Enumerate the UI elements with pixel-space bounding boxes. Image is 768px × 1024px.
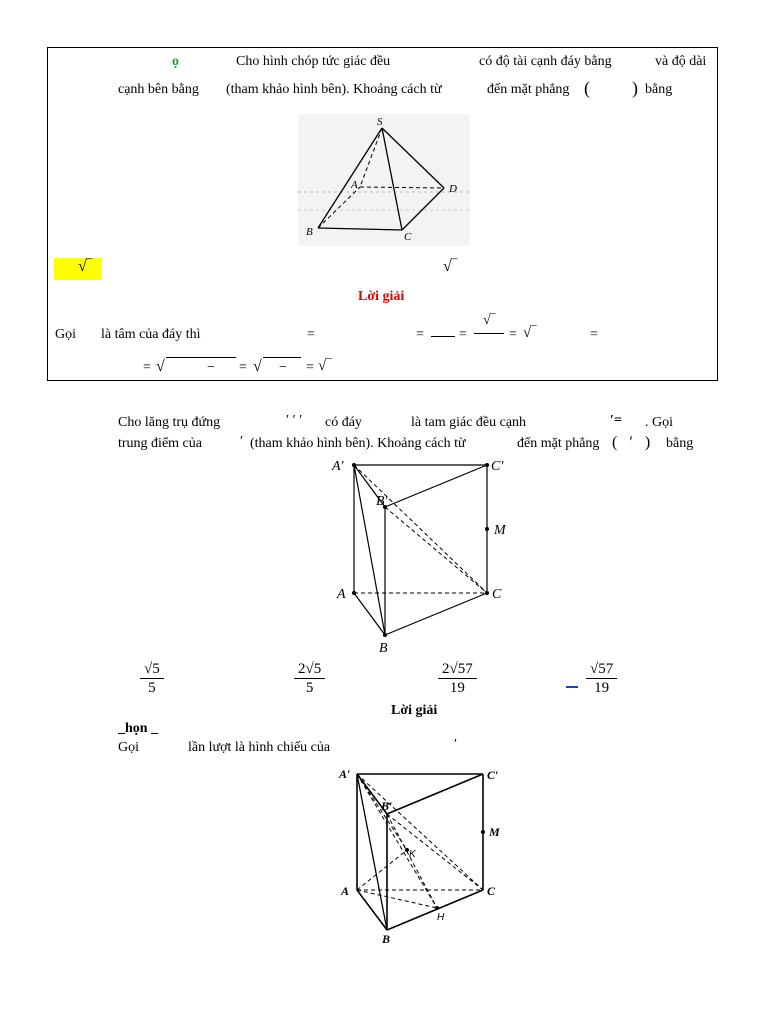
q2-choice-a-den: 5 (148, 680, 156, 696)
q1-sol2-vinculum2 (263, 357, 301, 358)
prism2-label-c1: C′ (487, 768, 499, 782)
q1-sol-sqrt-num: √‾ (483, 313, 496, 328)
q2-choice-b-den: 5 (305, 680, 314, 696)
pyr-label-s: S (377, 116, 383, 128)
prism-solution-figure (335, 762, 510, 952)
q2-text-line1e: . Gọi (645, 415, 673, 430)
q1-sol-fraction-bar-2 (474, 333, 504, 334)
q1-sol2-sqrt1: √ (156, 358, 165, 375)
prism2-label-b1: B′ (381, 799, 393, 813)
q1-sol2-minus1: − (207, 360, 215, 375)
prism-label-c: C (492, 587, 502, 602)
q1-sol2-eq2: = (239, 360, 247, 375)
q1-sol-eq3: = (459, 327, 467, 342)
q1-sol2-eq3: = (306, 360, 314, 375)
q1-text-line2c: đến mặt phẳng (487, 82, 570, 97)
q1-sol-eq5: = (590, 327, 598, 342)
q2-choice-d[interactable] (586, 660, 617, 697)
q2-choice-b-num: 2√5 (294, 660, 325, 679)
q2-sol-line1b: lần lượt là hình chiếu của (188, 740, 331, 755)
prism-label-a: A (337, 587, 346, 602)
prism-label-a1: A′ (332, 459, 344, 474)
q1-sol2-sqrt3: √‾ (318, 358, 332, 374)
q1-text-line2b: (tham khảo hình bên). Khoảng cách từ (226, 82, 442, 97)
q1-sol-eq1: = (307, 327, 315, 342)
q2-text-line1d: ′= (610, 413, 622, 428)
pyr-label-d: D (449, 183, 457, 195)
q2-choice-c-num: 2√57 (438, 660, 477, 679)
q1-sol-line1b: là tâm của đáy thì (101, 327, 201, 342)
prism2-label-k: K (409, 849, 416, 860)
q2-text-line1c: là tam giác đều cạnh (411, 415, 527, 430)
q1-marker: ọ (172, 54, 179, 69)
q2-sol-line1a: Gọi (118, 740, 139, 755)
q1-sol-fraction-bar-1 (431, 336, 455, 337)
q2-text-line2c: đến mặt phẳng (517, 436, 600, 451)
q1-paren-close: ) (632, 78, 638, 98)
q2-solution-title: Lời giải (391, 703, 438, 718)
q1-sol2-sqrt2: √ (253, 358, 262, 375)
q2-text-line1a: Cho lăng trụ đứng (118, 415, 221, 430)
q1-answer-a: √‾ (54, 258, 102, 280)
q2-chon: _họn _ (118, 721, 159, 736)
q1-sol-eq4: = (509, 327, 517, 342)
q2-choice-a[interactable] (140, 660, 164, 697)
prism2-label-m: M (489, 825, 500, 839)
q1-sol2-minus2: − (279, 360, 287, 375)
q1-sol-sqrt-res: √‾ (523, 325, 537, 341)
q2-choice-c-den: 19 (449, 680, 465, 696)
prism-label-m: M (494, 523, 506, 538)
q1-text-line2a: cạnh bên bằng (118, 82, 199, 97)
q1-solution-title: Lời giải (358, 289, 405, 304)
q2-sol-prime: ′ (454, 737, 458, 752)
q2-text-primes: ′ ′ ′ (286, 413, 303, 428)
q2-text-line1b: có đáy (325, 415, 362, 430)
q1-text-line1b: có độ tài cạnh đáy bằng (479, 54, 612, 69)
q2-choice-a-num: √5 (140, 660, 164, 679)
q1-text-line1a: Cho hình chóp tức giác đều (236, 54, 391, 69)
q2-choice-d-num: √57 (586, 660, 617, 679)
pyr-label-c: C (404, 231, 412, 243)
q2-text-line2a: trung điểm của (118, 436, 202, 451)
q1-answer-b: √‾ (443, 258, 458, 275)
q2-choice-c[interactable] (438, 660, 477, 697)
q1-sol2-eq1: = (143, 360, 151, 375)
prism-figure (330, 455, 515, 655)
q1-sol-eq2: = (416, 327, 424, 342)
prism2-label-a: A (341, 884, 350, 898)
q1-text-line1c: và độ dài (655, 54, 707, 69)
prism-label-b: B (379, 641, 388, 655)
prism2-label-a1: A′ (339, 767, 351, 781)
q2-text-line2b: (tham khảo hình bên). Khoảng cách từ (250, 436, 466, 451)
q2-text-line2d: bằng (666, 436, 694, 451)
prism2-label-c: C (487, 884, 496, 898)
pyramid-figure (298, 114, 470, 246)
prism-label-c1: C′ (491, 459, 504, 474)
q2-text-line2paren: ( ′ ) (612, 434, 651, 451)
q1-text-line2d: bằng (645, 82, 673, 97)
q1-sol2-vinculum1 (166, 357, 236, 358)
q2-text-line2prime: ′ (240, 434, 244, 449)
q2-correct-marker (566, 686, 578, 688)
q1-sol-line1a: Gọi (55, 327, 76, 342)
prism2-label-h: H (437, 912, 445, 923)
pyr-label-a: A (351, 179, 358, 191)
q2-choice-d-den: 19 (594, 680, 610, 696)
pyr-label-b: B (306, 226, 313, 238)
q1-paren-open: ( (584, 78, 590, 98)
prism-label-b1: B′ (376, 494, 388, 509)
prism2-label-b: B (382, 932, 391, 946)
q2-choice-b[interactable] (294, 660, 325, 697)
